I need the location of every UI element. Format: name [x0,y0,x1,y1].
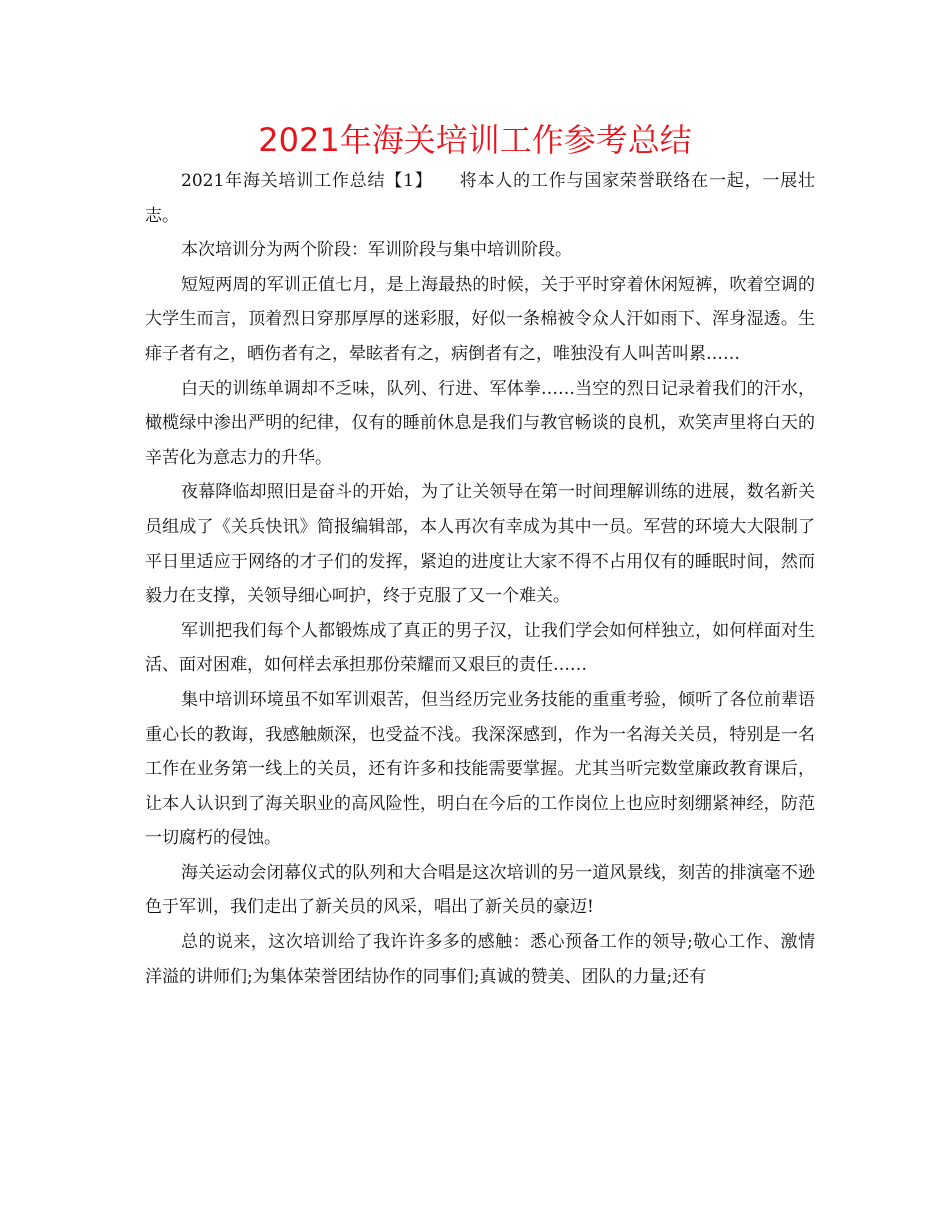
paragraph-5: 夜幕降临却照旧是奋斗的开始，为了让关领导在第一时间理解训练的进展，数名新关员组成了《关兵快讯》简报编辑部，本人再次有幸成为其中一员。军营的环境大大限制了平日里适应于网络的才子们的发挥，紧迫的进度让大家不得不占用仅有的睡眠时间，然而毅力在支撑，关领导细心呵护，终于克服了又一个难关。 [145,482,815,607]
paragraph-9: 总的说来，这次培训给了我许许多多的感触：悉心预备工作的领导;敬心工作、激情洋溢的讲师们;为集体荣誉团结协作的同事们;真诚的赞美、团队的力量;还有 [145,932,815,987]
paragraph-7: 集中培训环境虽不如军训艰苦，但当经历完业务技能的重重考验，倾听了各位前辈语重心长的教诲，我感触颇深，也受益不浅。我深深感到，作为一名海关关员，特别是一名工作在业务第一线上的关员，还有许多和技能需要掌握。尤其当听完数堂廉政教育课后，让本人认识到了海关职业的高风险性，明白在今后的工作岗位上也应时刻绷紧神经，防范一切腐朽的侵蚀。 [145,689,815,849]
paragraph-6: 军训把我们每个人都锻炼成了真正的男子汉，让我们学会如何样独立，如何样面对生活、面对困难，如何样去承担那份荣耀而又艰巨的责任…… [145,620,815,676]
paragraph-4: 白天的训练单调却不乏味，队列、行进、军体拳……当空的烈日记录着我们的汗水，橄榄绿中渗出严明的纪律，仅有的睡前休息是我们与教官畅谈的良机，欢笑声里将白天的辛苦化为意志力的升华。 [145,378,815,468]
paragraph-1: 2021年海关培训工作总结【1】 将本人的工作与国家荣誉联络在一起，一展壮志。 [145,171,815,226]
paragraph-3: 短短两周的军训正值七月，是上海最热的时候，关于平时穿着休闲短裤，吹着空调的大学生而言，顶着烈日穿那厚厚的迷彩服，好似一条棉被令众人汗如雨下、浑身湿透。生痱子者有之，晒伤者有之，晕眩者有之，病倒者有之，唯独没有人叫苦叫累…… [145,274,815,364]
paragraph-2: 本次培训分为两个阶段：军训阶段与集中培训阶段。 [181,240,572,261]
document-title: 2021年海关培训工作参考总结 [258,121,692,159]
document-body [145,164,815,994]
paragraph-8: 海关运动会闭幕仪式的队列和大合唱是这次培训的另一道风景线，刻苦的排演毫不逊色于军训，我们走出了新关员的风采，唱出了新关员的豪迈! [145,862,815,918]
